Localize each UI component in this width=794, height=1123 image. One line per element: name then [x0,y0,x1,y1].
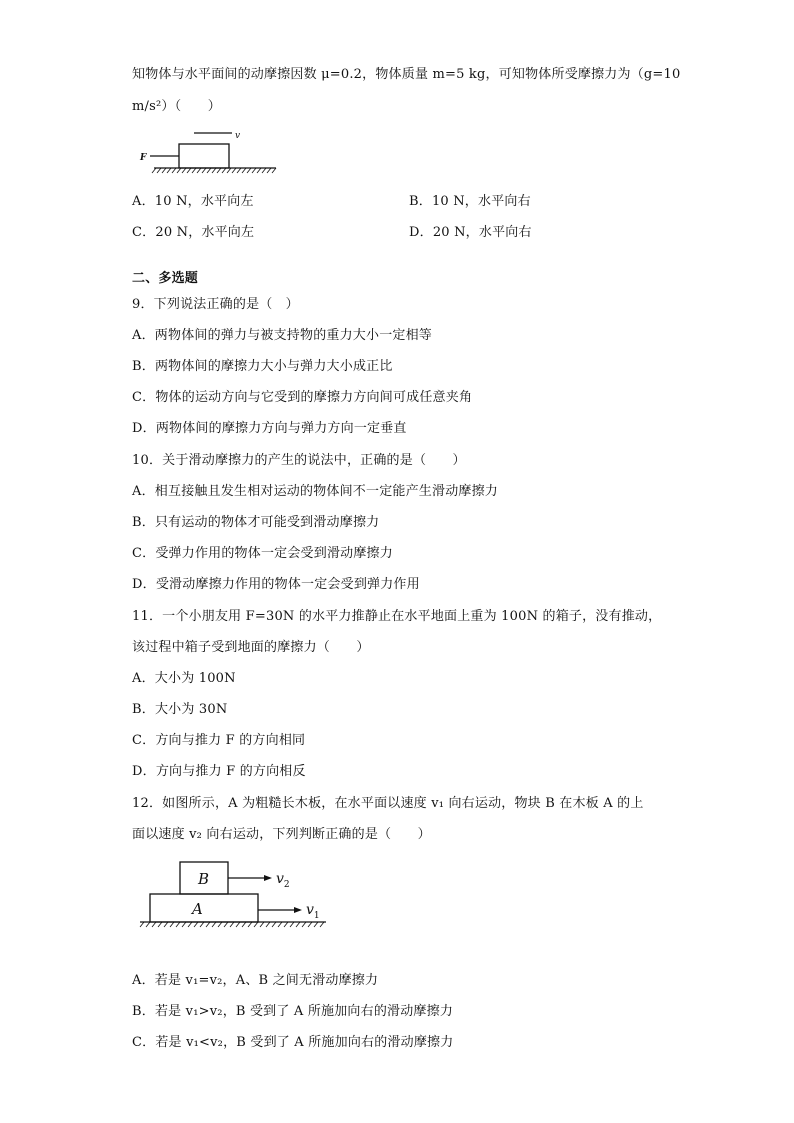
q8-ground-hatch [152,168,276,173]
q11-option-b: B．大小为 30N [132,702,228,717]
q8-option-d: D．20 N，水平向右 [409,225,532,240]
q8-velocity-label: v [235,131,241,141]
q11-option-a: A．大小为 100N [132,671,236,686]
q12-option-b: B．若是 v₁>v₂，B 受到了 A 所施加向右的滑动摩擦力 [132,1004,454,1019]
q8-stem-line1: 知物体与水平面间的动摩擦因数 μ=0.2，物体质量 m=5 kg，可知物体所受摩擦力为（g=10 [132,67,681,82]
q9-option-c: C．物体的运动方向与它受到的摩擦力方向间可成任意夹角 [132,390,473,405]
q12-arrow-v2-head [264,875,272,881]
q8-option-b: B．10 N，水平向右 [409,194,531,209]
q9-stem: 9．下列说法正确的是（ ） [132,297,299,312]
q12-figure [138,860,338,932]
q11-option-c: C．方向与推力 F 的方向相同 [132,733,306,748]
q10-stem: 10．关于滑动摩擦力的产生的说法中，正确的是（ ） [132,453,466,468]
q12-stem-line2: 面以速度 v₂ 向右运动，下列判断正确的是（ ） [132,827,431,842]
q12-v1-label: $v_1$ [306,902,320,921]
q9-option-d: D．两物体间的摩擦力方向与弹力方向一定垂直 [132,421,407,436]
q12-block-a [150,894,258,922]
q8-option-a: A．10 N，水平向左 [132,194,254,209]
q12-v2-label: $v_2$ [276,871,290,890]
q11-option-d: D．方向与推力 F 的方向相反 [132,764,306,779]
q12-option-a: A．若是 v₁=v₂，A、B 之间无滑动摩擦力 [132,973,379,988]
q9-option-a: A．两物体间的弹力与被支持物的重力大小一定相等 [132,328,432,343]
q11-stem-line2: 该过程中箱子受到地面的摩擦力（ ） [132,640,370,655]
q8-block [179,144,229,168]
q12-stem-line1: 12．如图所示，A 为粗糙长木板，在水平面以速度 v₁ 向右运动，物块 B 在木板 A 的上 [132,796,644,811]
q10-option-a: A．相互接触且发生相对运动的物体间不一定能产生滑动摩擦力 [132,484,498,499]
q10-option-c: C．受弹力作用的物体一定会受到滑动摩擦力 [132,546,393,561]
q8-option-c: C．20 N，水平向左 [132,225,255,240]
q10-option-d: D．受滑动摩擦力作用的物体一定会受到弹力作用 [132,577,420,592]
q10-option-b: B．只有运动的物体才可能受到滑动摩擦力 [132,515,380,530]
q8-stem-line2: m/s²）（ ） [132,99,221,114]
q12-block-a-label: A [192,900,203,918]
q12-block-b-label: B [198,870,210,888]
q8-figure [136,128,286,176]
q12-ground-hatch [140,922,324,927]
q12-option-c: C．若是 v₁<v₂，B 受到了 A 所施加向右的滑动摩擦力 [132,1035,454,1050]
q12-arrow-v1-head [294,907,302,913]
section-title: 二、多选题 [132,271,199,286]
q11-stem-line1: 11．一个小朋友用 F=30N 的水平力推静止在水平地面上重为 100N 的箱子，没有推动， [132,609,662,624]
q8-force-label: F [140,153,147,163]
q9-option-b: B．两物体间的摩擦力大小与弹力大小成正比 [132,359,393,374]
